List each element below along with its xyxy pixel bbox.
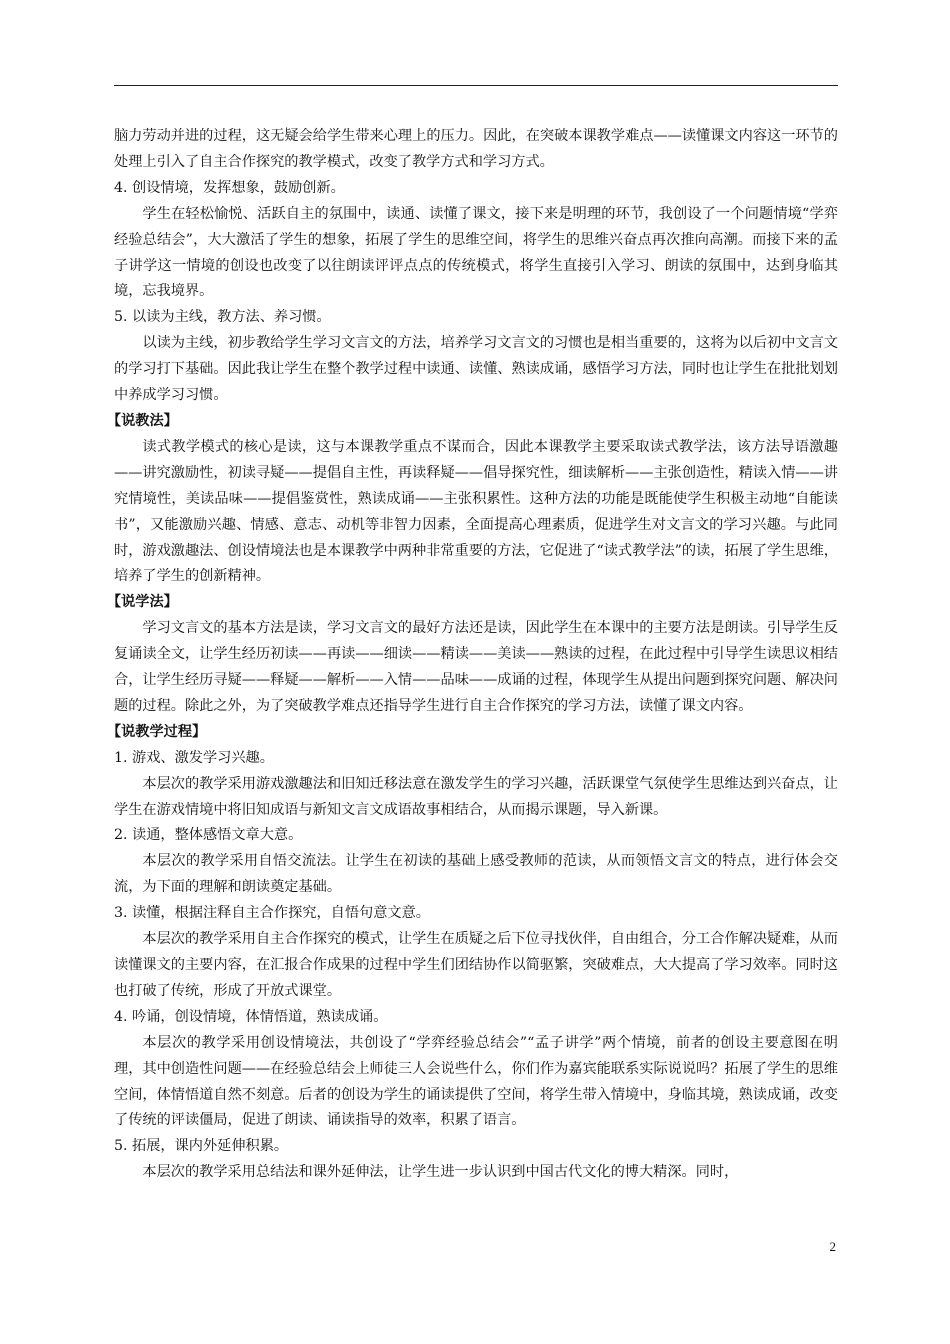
- paragraph: 本层次的教学采用总结法和课外延伸法，让学生进一步认识到中国古代文化的博大精深。同时，: [142, 1164, 739, 1181]
- list-item: 5. 拓展，课内外延伸积累。: [114, 1138, 289, 1155]
- list-item: 4. 吟诵，创设情境，体情悟道，熟读成诵。: [114, 1008, 388, 1025]
- paragraph: 本层次的教学采用自悟交流法。让学生在初读的基础上感受教师的范读，从而领悟文言文的特点，进行体会交流，为下面的理解和朗读奠定基础。: [114, 853, 838, 896]
- paragraph: 脑力劳动并进的过程，这无疑会给学生带来心理上的压力。因此，在突破本课教学难点——读懂课文内容这一环节的处理上引入了自主合作探究的教学模式，改变了教学方式和学习方式。: [114, 128, 838, 170]
- paragraph: 以读为主线，初步教给学生学习文言文的方法，培养学习文言文的习惯也是相当重要的，这将为以后初中文言文的学习打下基础。因此我让学生在整个教学过程中读通、读懂、熟读成诵，感悟学习方法，同时也让学生在批批划划中养成学习习惯。: [114, 335, 838, 404]
- list-item: 1. 游戏、激发学习兴趣。: [114, 749, 274, 766]
- list-item: 2. 读通，整体感悟文章大意。: [114, 827, 303, 844]
- page-number: 2: [829, 1239, 836, 1254]
- paragraph: 本层次的教学采用游戏激趣法和旧知迁移法意在激发学生的学习兴趣，活跃课堂气氛使学生思维达到兴奋点，让学生在游戏情境中将旧知成语与新知文言文成语故事相结合，从而揭示课题，导入新课。: [114, 775, 838, 818]
- paragraph: 读式教学模式的核心是读，这与本课教学重点不谋而合，因此本课教学主要采取读式教学法，该方法导语激趣——讲究激励性，初读寻疑——提倡自主性，再读释疑——倡导探究性，细读解析——主张创造性，精读入情——讲究情境性，美读品味——提倡鉴赏性，熟读成诵——主张积累性。这种方法的功能是既能使学生积极主动地“自能读书”，又能激励兴趣、情感、意志、动机等非智力因素，全面提高心理素质，促进学生对文言文的学习兴趣。与此同时，游戏激趣法、创设情境法也是本课教学中两种非常重要的方法，它促进了“读式教学法”的读，拓展了学生思维，培养了学生的创新精神。: [114, 438, 838, 585]
- list-item: 3. 读懂，根据注释自主合作探究，自悟句意文意。: [114, 905, 430, 922]
- section-heading: 【说学法】: [106, 594, 178, 611]
- section-heading: 【说教法】: [106, 412, 178, 429]
- paragraph: 学习文言文的基本方法是读，学习文言文的最好方法还是读，因此学生在本课中的主要方法是朗读。引导学生反复诵读全文，让学生经历初读——再读——细读——精读——美读——熟读的过程，在此过程中引导学生读思议相结合，让学生经历寻疑——释疑——解析——入情——品味——成诵的过程，体现学生从提出问题到探究问题、解决问题的过程。除此之外，为了突破教学难点还指导学生进行自主合作探究的学习方法，读懂了课文内容。: [114, 620, 838, 714]
- list-item: 4. 创设情境，发挥想象，鼓励创新。: [114, 179, 345, 196]
- document-body: [106, 124, 838, 1186]
- list-item: 5. 以读为主线，教方法、养习惯。: [114, 309, 331, 326]
- paragraph: 学生在轻松愉悦、活跃自主的氛围中，读通、读懂了课文，接下来是明理的环节，我创设了一个问题情境“学弈经验总结会”，大大激活了学生的想象，拓展了学生的思维空间，将学生的思维兴奋点再次推向高潮。而接下来的孟子讲学这一情境的创设也改变了以往朗读评评点点的传统模式，将学生直接引入学习、朗读的氛围中，达到身临其境，忘我境界。: [114, 205, 838, 300]
- section-heading: 【说教学过程】: [106, 723, 207, 740]
- paragraph: 本层次的教学采用创设情境法，共创设了“学弈经验总结会”“孟子讲学”两个情境，前者的创设主要意图在明理，其中创造性问题——在经验总结会上师徒三人会说些什么，你们作为嘉宾能联系实际说说吗？拓展了学生的思维空间，体情悟道自然不刻意。后者的创设为学生的诵读提供了空间，将学生带入情境中，身临其境，熟读成诵，改变了传统的评读僵局，促进了朗读、诵读指导的效率，积累了语言。: [114, 1034, 838, 1129]
- header-rule: [114, 85, 838, 86]
- paragraph: 本层次的教学采用自主合作探究的模式，让学生在质疑之后下位寻找伙伴，自由组合，分工合作解决疑难，从而读懂课文的主要内容，在汇报合作成果的过程中学生们团结协作以简驱繁，突破难点，大大提高了学习效率。同时这也打破了传统，形成了开放式课堂。: [114, 931, 838, 999]
